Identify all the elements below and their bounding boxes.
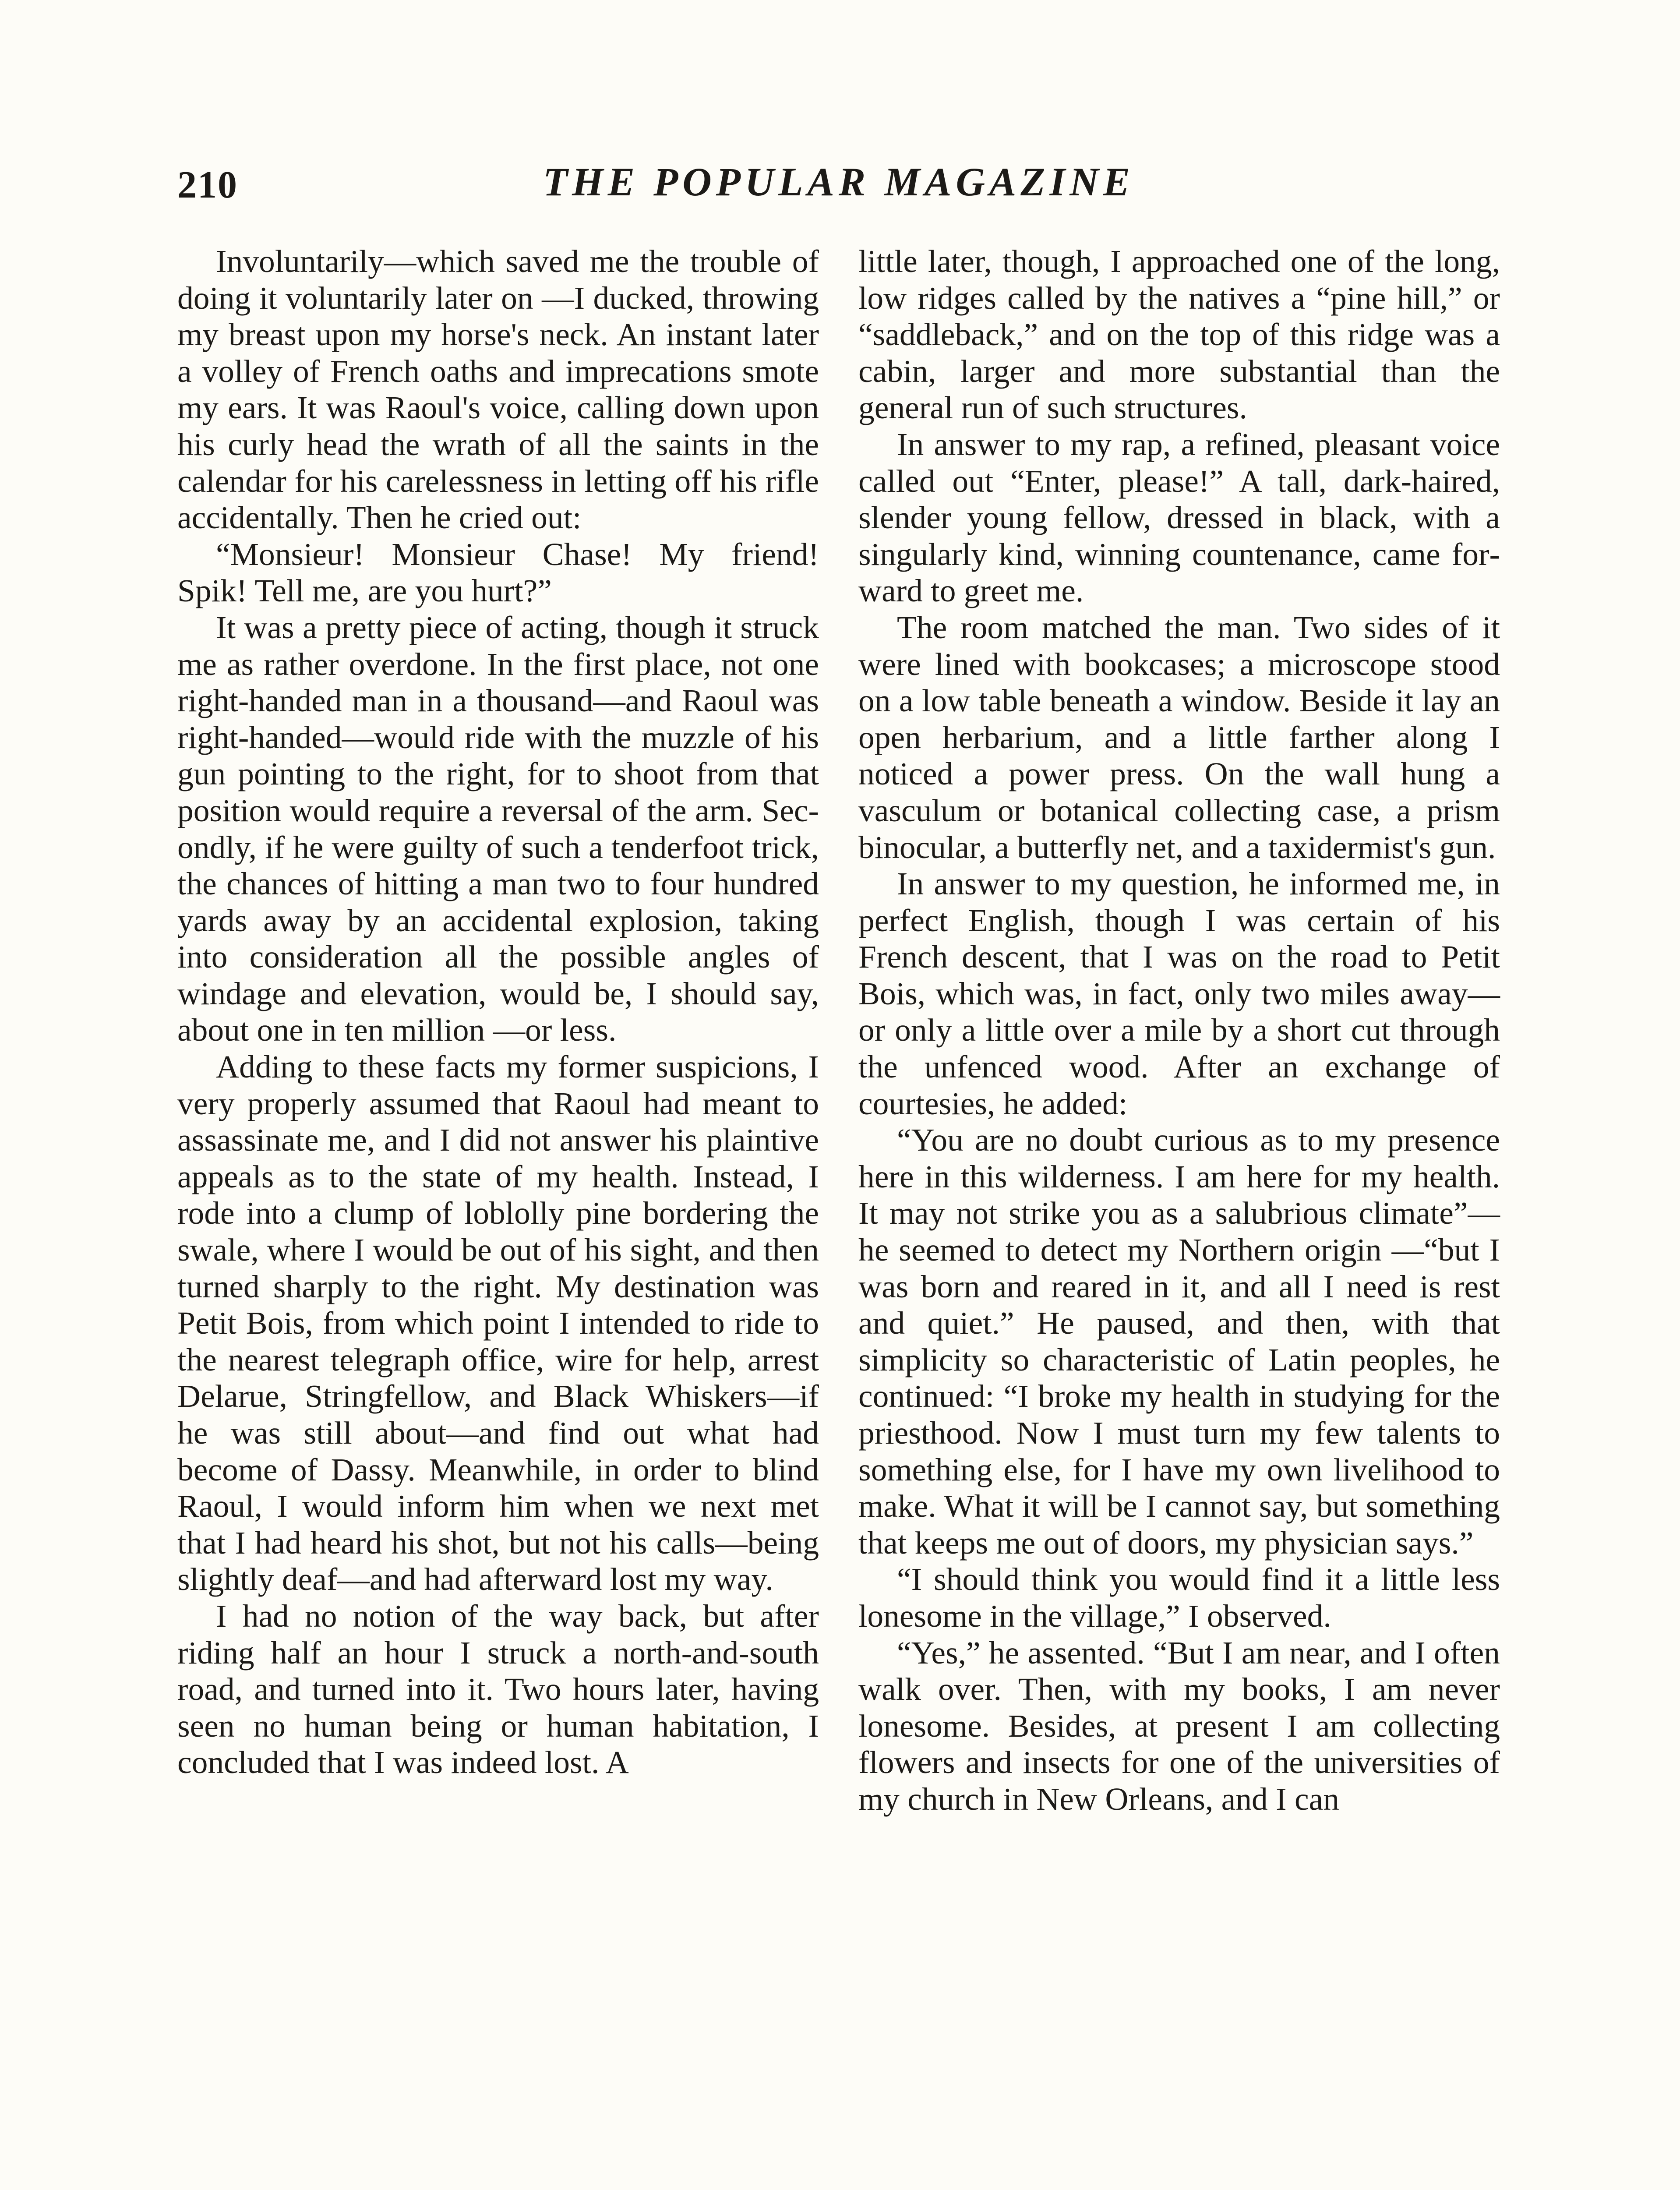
paragraph: I had no notion of the way back, but after riding half an hour I struck a north-and-south road, and turned into it. Two hours later, having seen no human being or human habitation, I concluded that I was indeed lost. A <box>177 1598 819 1780</box>
paragraph: Adding to these facts my former suspicions, I very properly assumed that Raoul had meant to assassinate me, and I did not answer his plaintive appeals as to the state of my health. Instead, I rode into a clump of loblolly pine bordering the swale, where I would be out of his sight, and then turned sharply to the right. My destination was Petit Bois, from which point I intended to ride to the nearest telegraph office, wire for help, arrest Delarue, Stringfellow, and Black Whiskers—if he was still about—and find out what had become of Dassy. Meanwhile, in order to blind Raoul, I would inform him when we next met that I had heard his shot, but not his calls—being slightly deaf—and had afterward lost my way. <box>177 1049 819 1597</box>
paragraph: It was a pretty piece of acting, though it struck me as rather overdone. In the first place, not one right-handed man in a thousand—and Raoul was right-handed—would ride with the muzzle of his gun pointing to the right, for to shoot from that position would require a reversal of the arm. Secondly, if he were guilty of such a tenderfoot trick, the chances of hitting a man two to four hundred yards away by an accidental explosion, taking into consideration all the possible angles of windage and elevation, would be, I should say, about one in ten million —or less. <box>177 609 819 1048</box>
paragraph: Involuntarily—which saved me the trouble of doing it voluntarily later on —I ducked, throwing my breast upon my horse's neck. An instant later a volley of French oaths and imprecations smote my ears. It was Raoul's voice, calling down upon his curly head the wrath of all the saints in the calendar for his carelessness in letting off his rifle accidentally. Then he cried out: <box>177 244 819 536</box>
paragraph: “Yes,” he assented. “But I am near, and I often walk over. Then, with my books, I am never lonesome. Besides, at present I am collecting flowers and insects for one of the universities of my church in New Orleans, and I can <box>858 1635 1500 1817</box>
paragraph: In answer to my question, he informed me, in perfect English, though I was certain of his French descent, that I was on the road to Petit Bois, which was, in fact, only two miles away—or only a little over a mile by a short cut through the unfenced wood. After an exchange of courtesies, he added: <box>858 866 1500 1121</box>
paragraph: The room matched the man. Two sides of it were lined with bookcases; a microscope stood on a low table beneath a window. Beside it lay an open herbarium, and a little farther along I noticed a power press. On the wall hung a vasculum or botanical collecting case, a prism binocular, a butterfly net, and a taxidermist's gun. <box>858 609 1500 865</box>
paragraph: “You are no doubt curious as to my presence here in this wilderness. I am here for my health. It may not strike you as a salubrious climate”—he seemed to detect my Northern origin —“but I was born and reared in it, and all I need is rest and quiet.” He paused, and then, with that simplicity so characteristic of Latin peoples, he continued: “I broke my health in studying for the priesthood. Now I must turn my few talents to something else, for I have my own livelihood to make. What it will be I cannot say, but something that keeps me out of doors, my physician says.” <box>858 1122 1500 1561</box>
paragraph: “Monsieur! Monsieur Chase! My friend! Spik! Tell me, are you hurt?” <box>177 536 819 609</box>
page-number: 210 <box>177 164 238 206</box>
page-header <box>177 154 1500 220</box>
paragraph: In answer to my rap, a refined, pleasant voice called out “Enter, please!” A tall, dark-haired, slender young fellow, dressed in black, with a singularly kind, winning countenance, came forward to greet me. <box>858 426 1500 609</box>
paragraph: “I should think you would find it a little less lonesome in the village,” I observed. <box>858 1561 1500 1634</box>
left-column <box>177 243 819 1781</box>
running-title: THE POPULAR MAGAZINE <box>543 159 1135 204</box>
paragraph-continuation: little later, though, I approached one of the long, low ridges called by the natives a “pine hill,” or “saddleback,” and on the top of this ridge was a cabin, larger and more substantial than the general run of such structures. <box>858 244 1500 426</box>
right-column <box>858 243 1500 1818</box>
